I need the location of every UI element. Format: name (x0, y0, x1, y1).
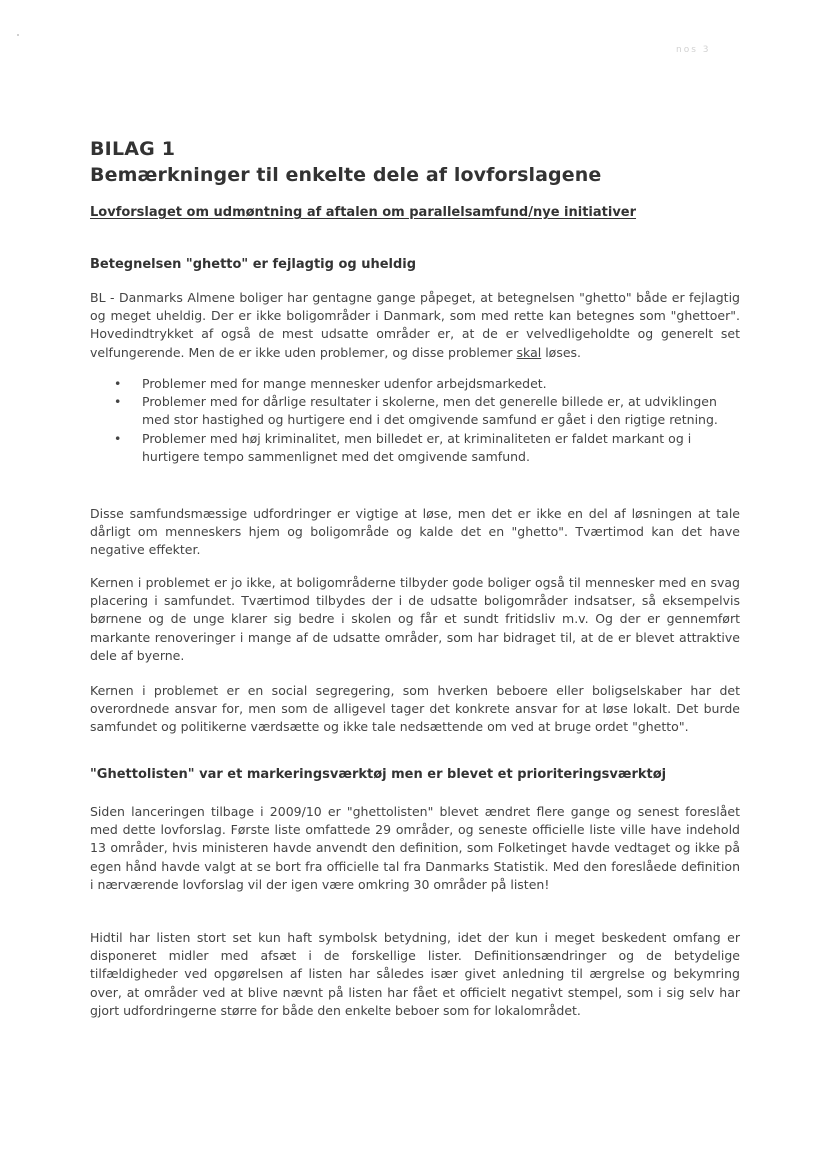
emphasis-skal: skal (516, 344, 542, 360)
heading-bilag: BILAG 1 (90, 138, 176, 160)
page-mark: nos 3 (676, 45, 711, 55)
paragraph-challenges: Disse samfundsmæssige udfordringer er vigtige at løse, men det er ikke en del af løsningen at tale dårligt om menneskers hjem og boligområde og kalde det en "ghetto". Tværtimod kan det have negative effekter. (90, 506, 740, 558)
heading-title: Bemærkninger til enkelte dele af lovforslagene (90, 164, 602, 186)
section-heading-ghettolisten: "Ghettolisten" var et markeringsværktøj men er blevet et prioriteringsværktøj (90, 767, 667, 782)
section-heading-ghetto: Betegnelsen "ghetto" er fejlagtig og uheldig (90, 257, 417, 272)
paragraph-list-history: Siden lanceringen tilbage i 2009/10 er "ghettolisten" blevet ændret flere gange og senest foreslået med dette lovforslag. Første liste omfattede 29 områder, og seneste officielle liste ville have indehold 13 områder, hvis ministeren havde anvendt den definition, som Folketinget havde vedtaget og ikke på egen hånd havde valgt at se bort fra officielle tal fra Danmarks Statistik. Med den foreslåede definition i nærværende lovforslag vil der igen være omkring 30 områder på listen! (90, 804, 740, 892)
paragraph-intro-end: løses. (541, 344, 582, 360)
document-subtitle: Lovforslaget om udmøntning af aftalen om parallelsamfund/nye initiativer (90, 205, 637, 220)
paragraph-core-problem: Kernen i problemet er jo ikke, at boligområderne tilbyder gode boliger også til mennesker med en svag placering i samfundet. Tværtimod tilbydes der i de udsatte boligområder indsatser, så eksempelvis børnene og de unge klarer sig bedre i skolen og får et sundt fritidsliv m.v. Og der er gennemført markante renoveringer i mange af de udsatte områder, som har bidraget til, at de er blevet attraktive dele af byerne. (90, 575, 740, 663)
paragraph-intro-text: BL - Danmarks Almene boliger har gentagne gange påpeget, at betegnelsen "ghetto" både er fejlagtig og meget uheldig. Der er ikke boligområder i Danmark, som med rette kan betegnes som "ghettoer". Hovedindtrykket af også de mest udsatte områder er, at de er velvedligeholdte og generelt set velfungerende. Men de er ikke uden problemer, og disse problemer (90, 290, 740, 360)
problem-list (114, 375, 729, 466)
list-item: • Problemer med høj kriminalitet, men billedet er, at kriminaliteten er faldet markant og i hurtigere tempo sammenlignet med det omgivende samfund. (114, 430, 729, 466)
paragraph-intro (90, 289, 740, 362)
paragraph-list-significance: Hidtil har listen stort set kun haft symbolsk betydning, idet der kun i meget beskedent omfang er disponeret midler med afsæt i de forskellige lister. Definitionsændringer og de betydelige tilfældigheder ved opgørelsen af listen har således især givet anledning til ærgrelse og bekymring over, at områder ved at blive nævnt på listen har fået et officielt negativt stempel, som i sig selv har gjort udfordringerne større for både den enkelte beboer som for lokalområdet. (90, 930, 740, 1018)
scan-speck (17, 34, 19, 36)
list-item: • Problemer med for dårlige resultater i skolerne, men det generelle billede er, at udviklingen med stor hastighed og hurtigere end i det omgivende samfund er gået i den rigtige retning. (114, 393, 729, 429)
paragraph-segregation: Kernen i problemet er en social segregering, som hverken beboere eller boligselskaber har det overordnede ansvar for, men som de alligevel tager det konkrete ansvar for at løse lokalt. Det burde samfundet og politikerne værdsætte og ikke tale nedsættende om ved at bruge ordet "ghetto". (90, 683, 740, 735)
list-item: • Problemer med for mange mennesker udenfor arbejdsmarkedet. (114, 375, 729, 393)
